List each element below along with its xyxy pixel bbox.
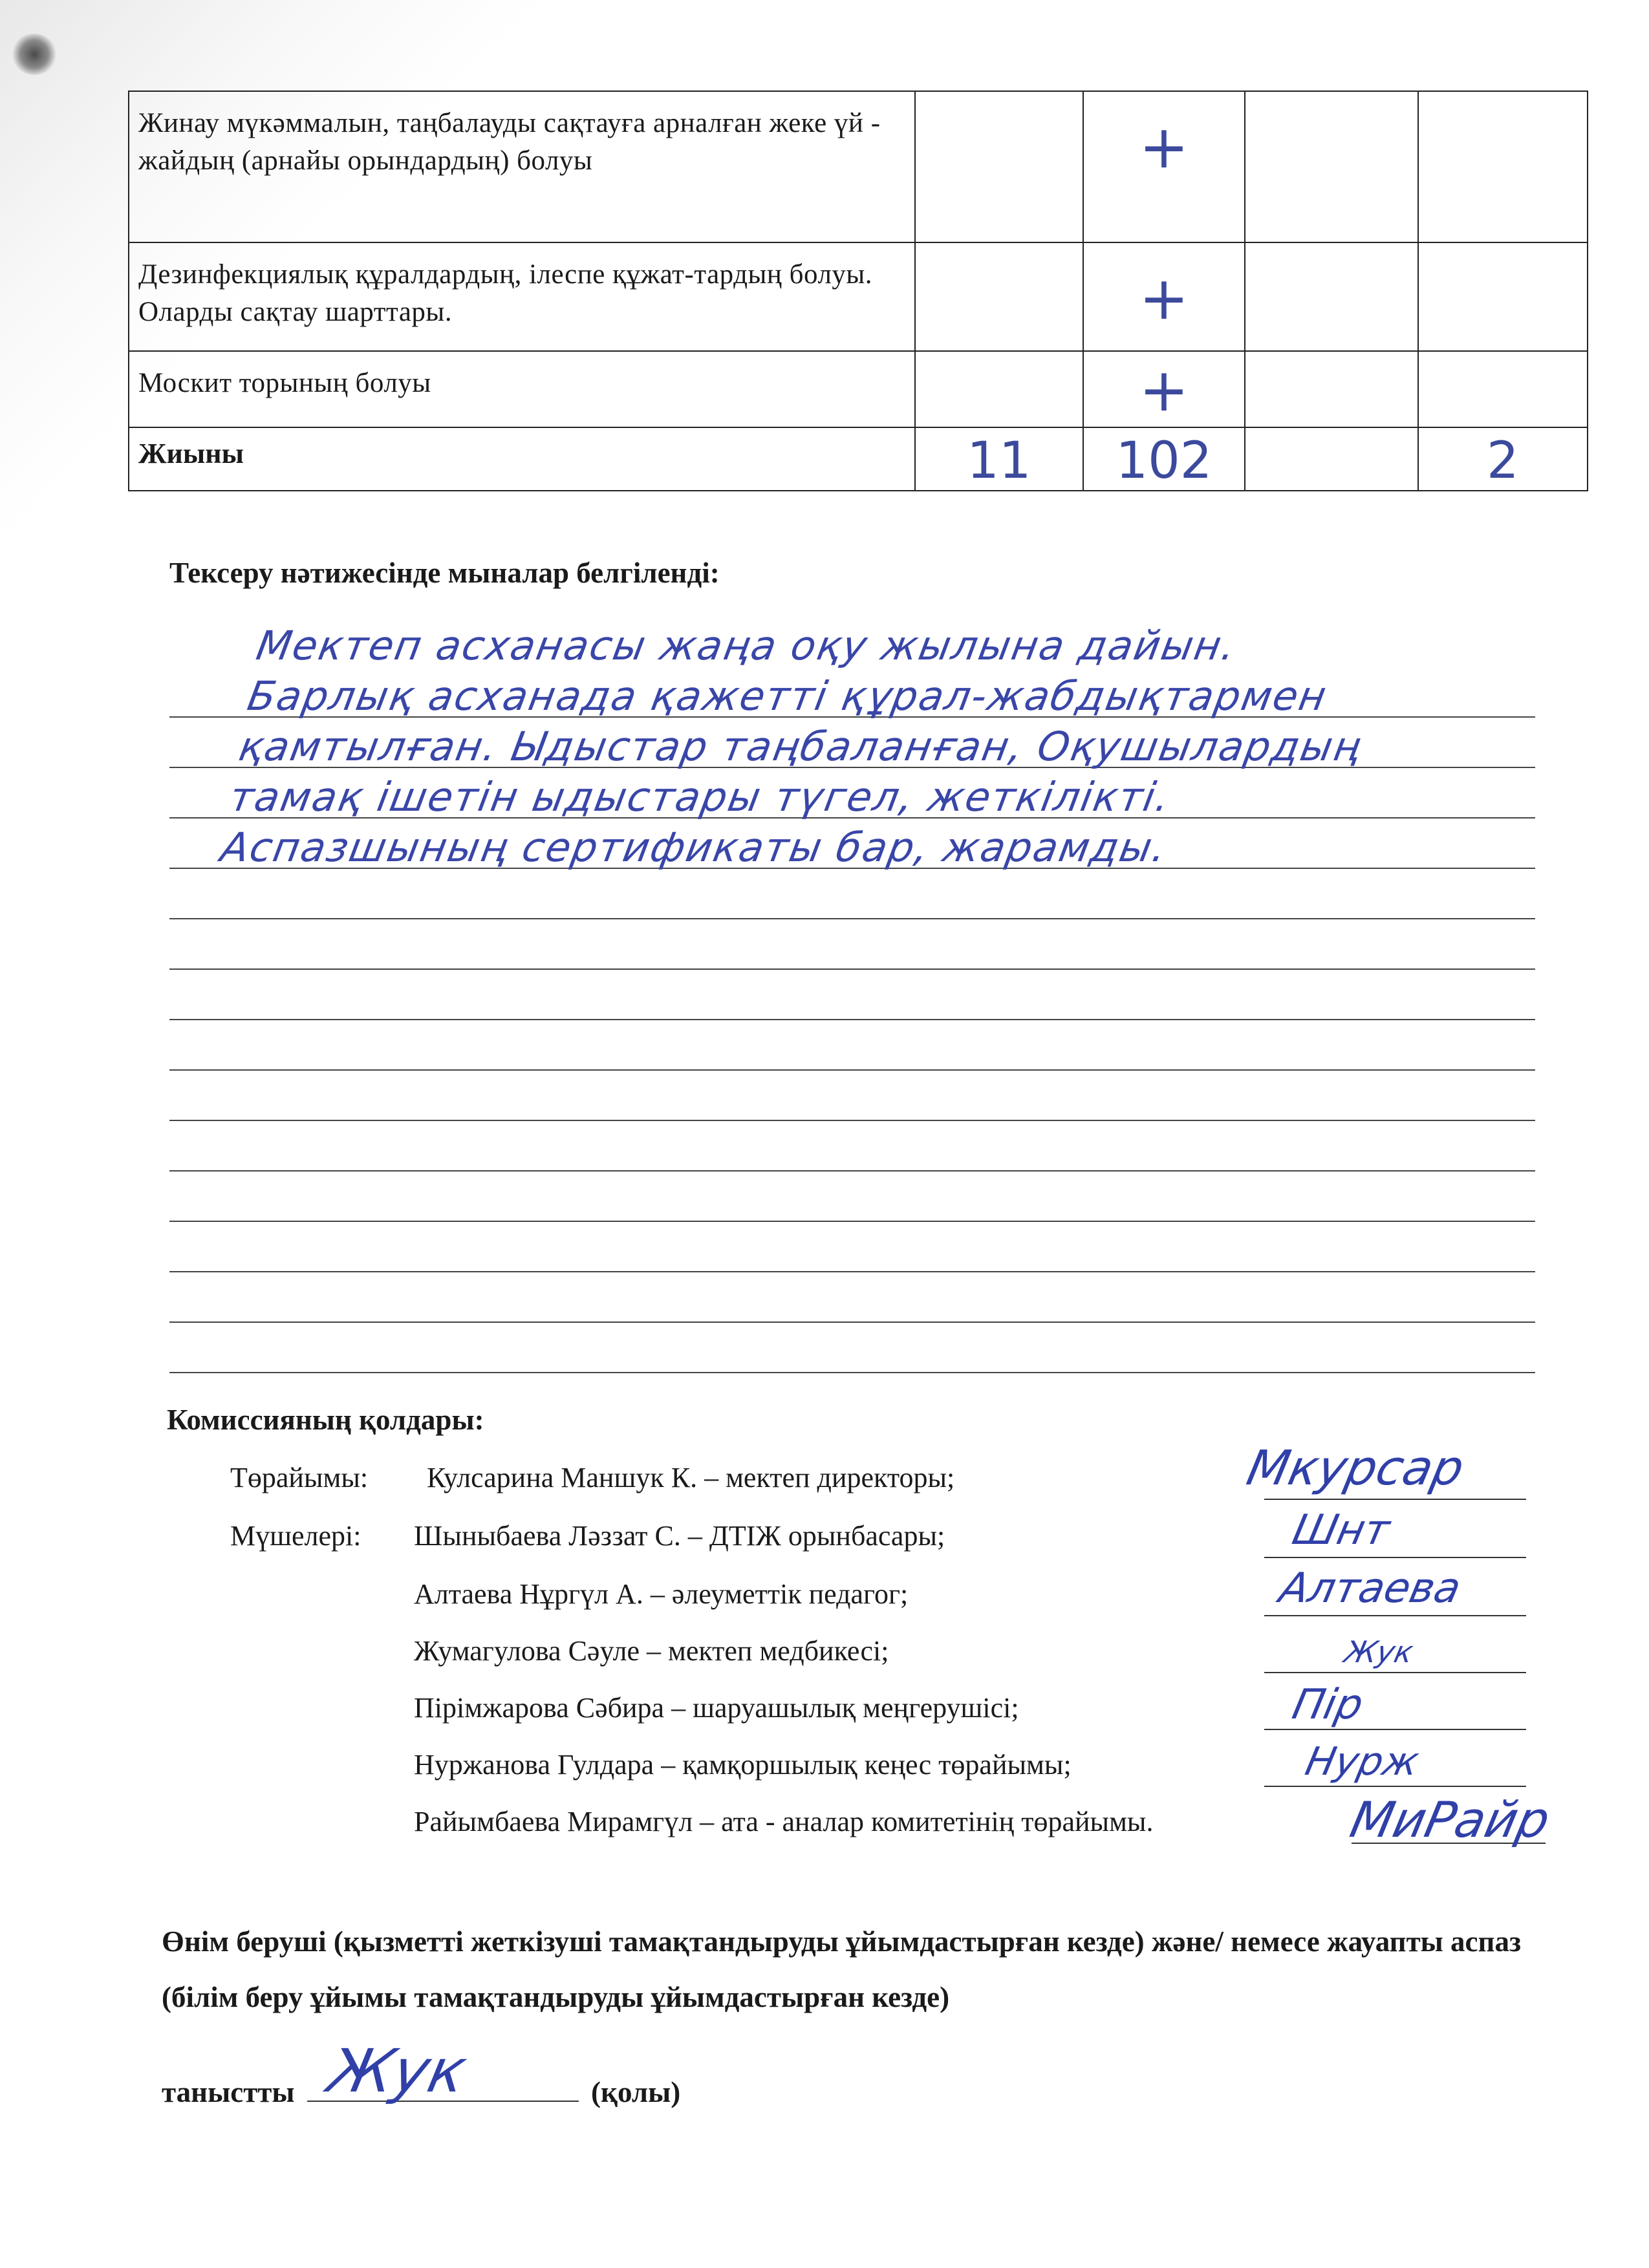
- mark-cell: [916, 243, 1083, 269]
- signature-line: [1264, 1729, 1526, 1730]
- total-row: [129, 427, 1588, 491]
- rule-line: [169, 1020, 1535, 1071]
- table-row: [129, 242, 1588, 351]
- handwritten-line: Мектеп асханасы жаңа оқу жылына дайын.: [253, 622, 1240, 669]
- member-name: Пірімжарова Сәбира – шаруашылық меңгерушісі;: [414, 1692, 1019, 1724]
- total-label: Жиыны: [138, 438, 244, 469]
- mark-cell: +: [1139, 112, 1189, 182]
- member-name: Кулсарина Маншук К. – мектеп директоры;: [427, 1462, 955, 1493]
- total-value: [1245, 428, 1417, 432]
- signature-line: [1264, 1672, 1526, 1673]
- member-name: Нуржанова Гулдара – қамқоршылық кеңес төрайымы;: [414, 1749, 1072, 1781]
- mark-cell: [916, 352, 1083, 361]
- total-value: 11: [967, 432, 1031, 490]
- signature: Жук: [1341, 1634, 1417, 1669]
- mark-cell: [1245, 352, 1417, 361]
- member-name: Алтаева Нұргүл А. – әлеуметтік педагог;: [414, 1578, 909, 1610]
- chair-label: Төрайымы:: [230, 1462, 369, 1493]
- mark-cell: [1245, 92, 1417, 118]
- signature-line: [1264, 1615, 1526, 1616]
- member-name: Райымбаева Мирамгүл – ата - аналар комитетінің төрайымы.: [414, 1806, 1154, 1837]
- handwritten-line: Аспазшының сертификаты бар, жарамды.: [217, 824, 1171, 871]
- rule-line: [169, 919, 1535, 970]
- member-name: Шыныбаева Ләззат С. – ДТІЖ орынбасары;: [414, 1520, 945, 1552]
- notes-heading: Тексеру нәтижесінде мыналар белгіленді:: [169, 557, 720, 589]
- signature-line: [1264, 1786, 1526, 1787]
- signature: Мкурсар: [1242, 1440, 1469, 1496]
- table-row: [129, 91, 1588, 242]
- mark-cell: +: [1139, 356, 1189, 425]
- total-value: 102: [1116, 432, 1212, 490]
- rule-line: [169, 1121, 1535, 1171]
- signature-line: [1264, 1499, 1526, 1500]
- signature: Алтаева: [1275, 1565, 1465, 1612]
- inspection-table: [128, 91, 1588, 491]
- rule-line: [169, 1323, 1535, 1373]
- total-value: 2: [1486, 432, 1519, 490]
- signature: Шнт: [1288, 1506, 1394, 1554]
- handwritten-line: тамақ ішетін ыдыстары түгел, жеткілікті.: [226, 773, 1175, 820]
- handwritten-line: Барлық асханада қажетті құрал-жабдықтармен: [244, 672, 1331, 720]
- signature: Нурж: [1301, 1739, 1423, 1784]
- criterion-text: Жинау мүкәммалын, таңбалауды сақтауға арналған жеке үй - жайдың (арнайы орындардың) болуы: [138, 108, 881, 176]
- members-label: Мүшелері:: [230, 1520, 361, 1552]
- criterion-text: Москит торының болуы: [138, 368, 431, 398]
- rule-line: [169, 1222, 1535, 1272]
- mark-cell: [916, 92, 1083, 118]
- signature: Пір: [1288, 1681, 1368, 1729]
- producer-signature: Жук: [322, 2037, 473, 2106]
- ink-smudge: [12, 34, 57, 75]
- mark-cell: [1245, 243, 1417, 269]
- table-row: [129, 351, 1588, 427]
- rule-line: [169, 1272, 1535, 1323]
- signature: МиРайр: [1345, 1791, 1555, 1848]
- mark-cell: [1419, 243, 1587, 269]
- handwritten-notes: [217, 621, 1594, 873]
- producer-statement: Өнім беруші (қызметті жеткізуші тамақтандыруды ұйымдастырған кезде) және/ немесе жауапты аспаз (білім беру ұйымы тамақтандыруды ұйымдастырған кезде): [162, 1925, 1522, 2013]
- acknowledged-label: таныстты: [162, 2076, 295, 2108]
- criterion-text: Дезинфекциялық құралдардың, ілеспе құжат-тардың болуы. Оларды сақтау шарттары.: [138, 259, 873, 327]
- handwritten-line: қамтылған. Ыдыстар таңбаланған, Оқушылардың: [235, 723, 1366, 770]
- mark-cell: [1419, 352, 1587, 361]
- commission-heading: Комиссияның қолдары:: [167, 1404, 484, 1436]
- rule-line: [169, 1171, 1535, 1222]
- signature-line: [1264, 1557, 1526, 1558]
- rule-line: [169, 869, 1535, 919]
- rule-line: [169, 970, 1535, 1020]
- mark-cell: [1419, 92, 1587, 118]
- sign-label: (қолы): [591, 2076, 681, 2108]
- rule-line: [169, 1071, 1535, 1121]
- member-name: Жумагулова Сәуле – мектеп медбикесі;: [414, 1635, 889, 1667]
- mark-cell: +: [1139, 264, 1189, 333]
